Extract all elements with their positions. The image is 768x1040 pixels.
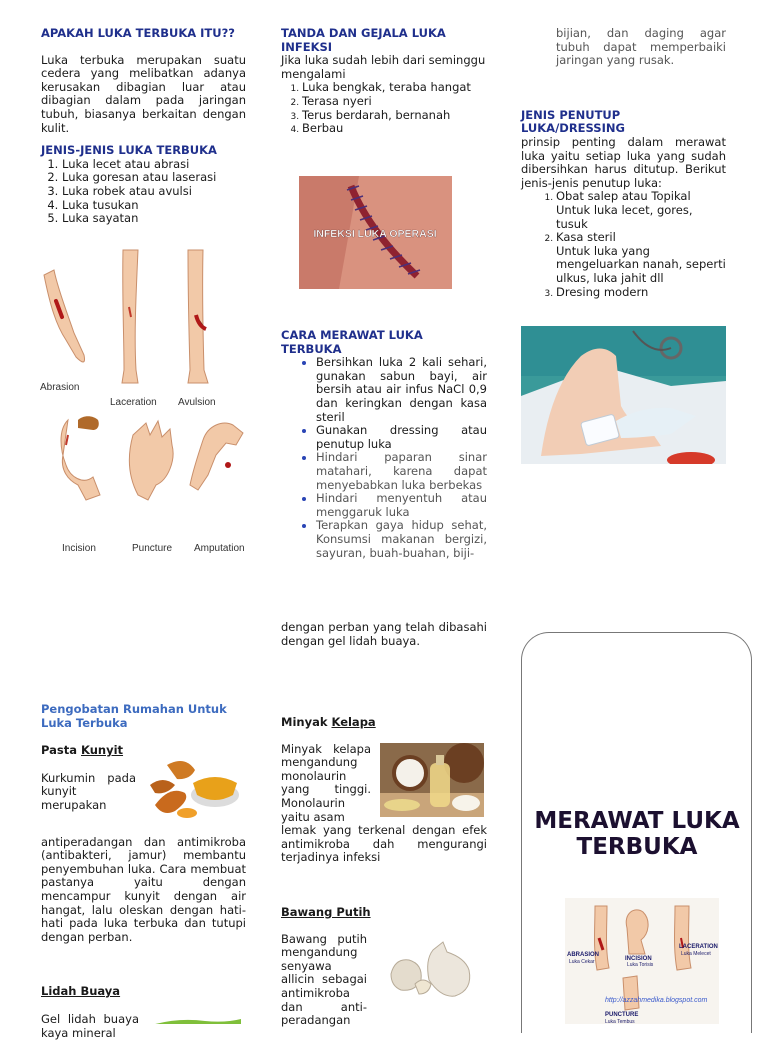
definition-paragraph: Luka terbuka merupakan suatu cedera yang melibatkan adanya kerusakan dibagian luar atau dibagian dalam pada jaringan tubuh, biasanya berkaitan dengan kulit. <box>41 52 246 135</box>
coconut-oil-image <box>380 743 484 817</box>
list-item: 2. Kasa steril Untuk luka yang mengeluarkan nanah, seperti ulkus, luka jahit dll <box>556 231 726 285</box>
heading-wound-types: JENIS-JENIS LUKA TERBUKA <box>41 143 217 158</box>
wound-care-section <box>281 329 487 560</box>
column-3-top <box>521 27 726 299</box>
list-item: • Hindari menyentuh atau menggaruk luka <box>316 492 487 519</box>
svg-text:LACERATION: LACERATION <box>679 944 718 950</box>
svg-text:Luka Tembus: Luka Tembus <box>605 1019 635 1024</box>
wound-types-list <box>41 158 246 226</box>
list-item: 1. Luka lecet atau abrasi <box>62 158 246 172</box>
heading-wound-care: CARA MERAWAT LUKA TERBUKA <box>281 328 423 356</box>
label-puncture: Puncture <box>132 543 173 554</box>
kunyit-text-b: antiperadangan dan antimikroba (antibakteri, jamur) membantu penyembuhan luka. Cara membuat pastanya yaitu dengan mencampur kunyit dengan air hangat, lalu oleskan dengan hati-hati pada luka terbuka dan tutupi dengan perban. <box>41 834 246 944</box>
foot-dressing-image <box>521 326 726 464</box>
list-item: 1. Obat salep atau Topikal Untuk luka lecet, gores, tusuk <box>556 190 726 231</box>
cover-title: MERAWAT LUKA TERBUKA <box>534 808 740 860</box>
coconut-text-a: Minyak kelapa mengandung monolaurin yang tinggi. Monolaurin yaitu asam <box>281 741 371 824</box>
blog-url: http://azzahmedika.blogspot.com <box>605 997 708 1004</box>
list-item: • Bersihkan luka 2 kali sehari, gunakan sabun bayi, air bersih atau air infus NaCl 0,9 dan keringkan dengan kasa steril <box>316 356 487 424</box>
infection-image-caption: INFEKSI LUKA OPERASI <box>313 228 437 240</box>
label-amputation: Amputation <box>194 543 245 554</box>
list-item: 1. Luka bengkak, teraba hangat <box>302 81 487 95</box>
list-item: 2. Terasa nyeri <box>302 95 487 109</box>
svg-text:INCISION: INCISION <box>625 956 652 962</box>
garlic-image <box>385 940 479 1002</box>
svg-text:Luka Melecet: Luka Melecet <box>681 951 711 957</box>
column-2-top <box>281 27 487 136</box>
infection-signs-list <box>281 81 487 135</box>
wound-care-list <box>281 356 487 560</box>
kunyit-text-a: Kurkumin pada kunyit merupakan <box>41 770 136 812</box>
infected-wound-image <box>299 176 452 289</box>
list-item: • Terapkan gaya hidup sehat, Konsumsi makanan bergizi, sayuran, buah-buahan, biji- <box>316 519 487 560</box>
heading-kunyit: Pasta Kunyit <box>41 743 124 758</box>
heading-what-is-wound: APAKAH LUKA TERBUKA ITU?? <box>41 26 235 40</box>
label-laceration: Laceration <box>110 397 157 408</box>
cover-wound-image <box>565 898 719 1024</box>
list-item: 3. Terus berdarah, bernanah <box>302 109 487 123</box>
healthy-food-continuation: bijian, dan daging agar tubuh dapat memperbaiki jaringan yang rusak. <box>556 26 726 68</box>
garlic-text: Bawang putih mengandung senyawa allicin sebagai antimikroba dan anti-peradangan <box>281 931 367 1028</box>
list-item: 5. Luka sayatan <box>62 212 246 226</box>
column-1-top <box>41 27 246 226</box>
heading-lidah-buaya: Lidah Buaya <box>41 984 121 999</box>
label-abrasion: Abrasion <box>40 382 80 393</box>
heading-home-remedies: Pengobatan Rumahan Untuk Luka Terbuka <box>41 702 227 730</box>
heading-bawang-putih: Bawang Putih <box>281 904 371 919</box>
dressing-types-list <box>521 190 726 299</box>
wound-types-illustration <box>38 245 248 560</box>
aloe-continuation-text: dengan perban yang telah dibasahi dengan gel lidah buaya. <box>281 620 487 648</box>
list-item: 3. Luka robek atau avulsi <box>62 185 246 199</box>
list-item: 4. Berbau <box>302 122 487 136</box>
list-item: 2. Luka goresan atau laserasi <box>62 171 246 185</box>
turmeric-image <box>145 745 241 823</box>
list-item: • Gunakan dressing atau penutup luka <box>316 424 487 451</box>
dressing-intro: prinsip penting dalam merawat luka yaitu setiap luka yang sudah dibersihkan harus ditutup. Berikut jenis-jenis penutup luka: <box>521 134 726 190</box>
svg-text:PUNCTURE: PUNCTURE <box>605 1012 639 1018</box>
svg-text:Luka Torisis: Luka Torisis <box>627 962 654 968</box>
svg-text:ABRASION: ABRASION <box>567 952 600 958</box>
heading-dressing-types: JENIS PENUTUP LUKA/DRESSING <box>521 107 625 136</box>
svg-text:Luka Cekar: Luka Cekar <box>569 959 595 965</box>
list-item: • Hindari paparan sinar matahari, karena dapat menyebabkan luka berbekas <box>316 451 487 492</box>
list-item: 3. Dresing modern <box>556 286 726 300</box>
label-avulsion: Avulsion <box>178 397 216 408</box>
label-incision: Incision <box>62 543 96 554</box>
heading-minyak-kelapa: Minyak Kelapa <box>281 715 376 729</box>
aloe-vera-image <box>145 1012 241 1024</box>
list-item: 4. Luka tusukan <box>62 199 246 213</box>
lidah-buaya-text: Gel lidah buaya kaya mineral <box>41 1011 139 1040</box>
aloe-continuation <box>281 621 487 648</box>
heading-infection-signs: TANDA DAN GEJALA LUKA INFEKSI <box>281 26 446 54</box>
infection-intro: Jika luka sudah lebih dari seminggu mengalami <box>281 53 486 81</box>
coconut-text-b: lemak yang terkenal dengan efek antimikroba dah mengurangi terjadinya infeksi <box>281 823 487 865</box>
